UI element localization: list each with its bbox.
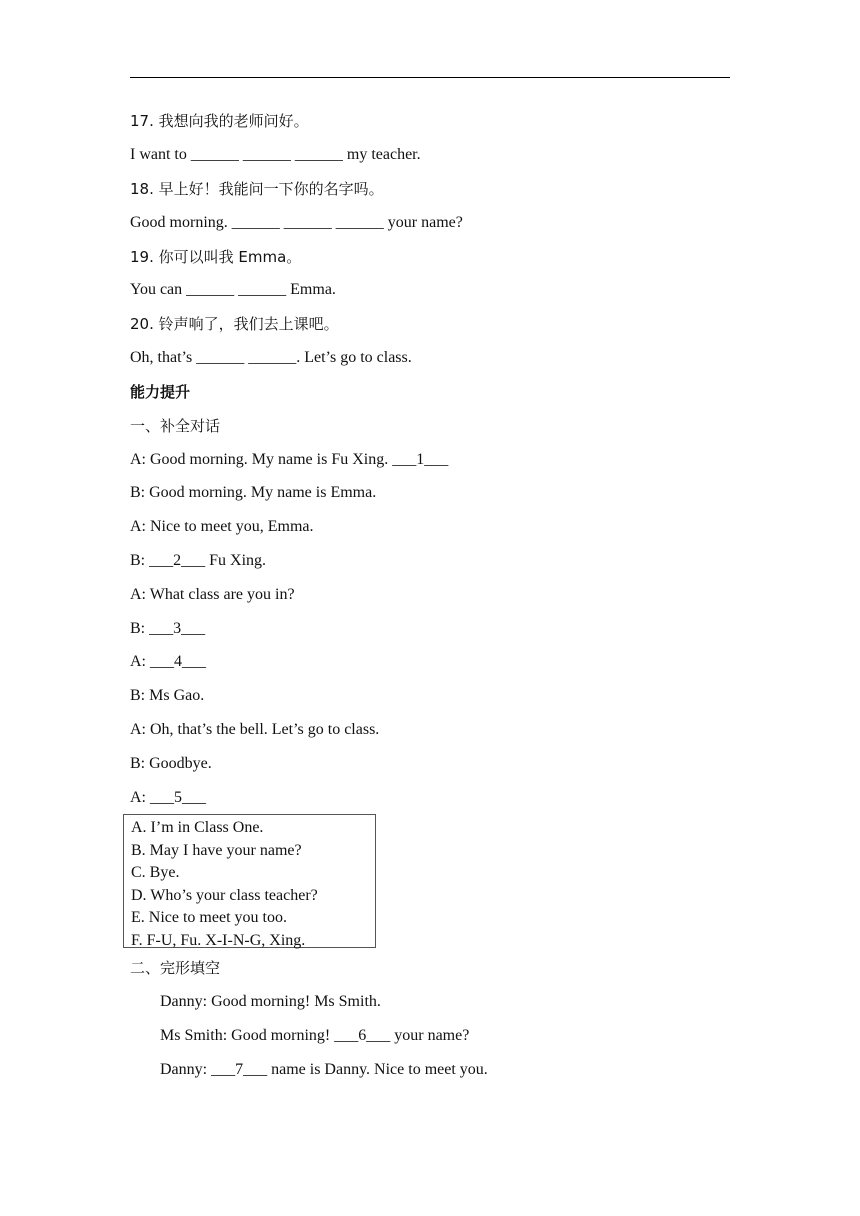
question-19-english: You can ______ ______ Emma. [130,281,336,298]
header-rule [130,77,730,78]
dialogue-line: B: ___3___ [130,620,206,637]
dialogue-line: A: Oh, that’s the bell. Let’s go to class. [130,721,380,738]
dialogue-line: B: Goodbye. [130,755,212,772]
question-18-chinese: 18. 早上好！我能问一下你的名字吗。 [130,180,384,198]
dialogue-line: A: ___4___ [130,653,206,670]
dialogue-line: A: Good morning. My name is Fu Xing. ___1___ [130,451,449,468]
dialogue-line: B: Ms Gao. [130,687,205,704]
option-c: C. Bye. [131,864,180,881]
cloze-line: Danny: ___7___ name is Danny. Nice to meet you. [160,1061,488,1078]
dialogue-line: A: What class are you in? [130,586,295,603]
cloze-line: Danny: Good morning! Ms Smith. [160,993,381,1010]
question-18-english: Good morning. ______ ______ ______ your name? [130,214,463,231]
question-17-chinese: 17. 我想向我的老师问好。 [130,112,309,130]
cloze-line: Ms Smith: Good morning! ___6___ your name? [160,1027,470,1044]
option-b: B. May I have your name? [131,841,302,859]
question-20-chinese: 20. 铃声响了，我们去上课吧。 [130,315,339,333]
part1-title: 一、补全对话 [130,417,221,435]
part2-title: 二、完形填空 [130,959,221,977]
question-17-english: I want to ______ ______ ______ my teacher. [130,146,421,163]
question-20-english: Oh, that’s ______ ______. Let’s go to class. [130,349,412,366]
dialogue-line: B: Good morning. My name is Emma. [130,484,377,501]
option-d: D. Who’s your class teacher? [131,886,318,904]
dialogue-line: A: Nice to meet you, Emma. [130,518,314,535]
dialogue-line: A: ___5___ [130,789,206,806]
option-a: A. I’m in Class One. [131,819,264,836]
question-19-chinese: 19. 你可以叫我 Emma。 [130,248,302,266]
option-e: E. Nice to meet you too. [131,909,287,926]
options-box [123,814,376,948]
dialogue-line: B: ___2___ Fu Xing. [130,552,267,569]
section-heading: 能力提升 [130,383,191,401]
option-f: F. F-U, Fu. X-I-N-G, Xing. [131,931,306,949]
